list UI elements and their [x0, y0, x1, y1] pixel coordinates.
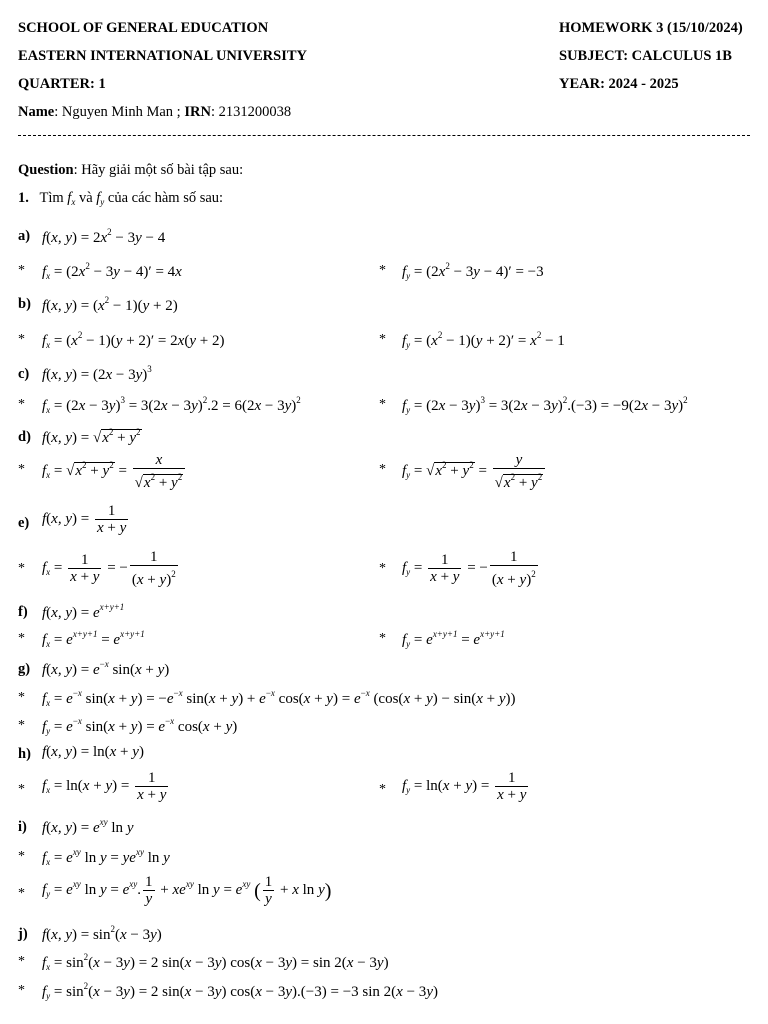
function: f(x, $y) = √x^2 + y^2$	[42, 427, 141, 446]
university-name: EASTERN INTERNATIONAL UNIVERSITY	[18, 48, 307, 64]
bullet: *	[379, 263, 386, 278]
partial-y: $f_y = √x^2 + y^2$ = $\frac{y}{√x^2 + y^2}$	[402, 452, 547, 491]
bullet: *	[18, 954, 25, 969]
bullet: *	[18, 263, 25, 278]
partial-x: $f_x = e^{-x}$ $\sin(x + y) = -e^{-x}$ $\sin(x + y) + e^{-x}$ $\cos(x + y) = e^{-x}$ (cos(x + y) − sin(x + y))	[42, 688, 516, 708]
function: f(x, $y) = e^{-x}$ sin(x + y)	[42, 659, 170, 678]
partial-y: $f_y = (2x^2 - 3y - 4)' = -3$	[402, 261, 544, 281]
name-value: : Nguyen Minh Man ;	[54, 104, 185, 120]
function: f(x, $y) = (x^2 - 1)(y + 2)$	[42, 295, 178, 314]
part-label: c)	[18, 366, 30, 382]
function: f(x, $y) = e^{xy}$ ln y	[42, 817, 134, 836]
bullet: *	[18, 983, 25, 998]
function: f(x, $y) = \sin^2(x - 3y)$	[42, 924, 162, 943]
bullet: *	[379, 561, 386, 576]
part-label: g)	[18, 661, 31, 677]
irn-value: : 2131200038	[210, 104, 292, 120]
partial-y: $f_y = (2x - 3y)^3 = 3(2x - 3y)^2.(-3) = -9(2x - 3y)^2$	[402, 395, 688, 415]
bullet: *	[18, 462, 25, 477]
partial-y: $f_y$ = $\frac{1}{x + y}$ = − $\frac{1}{(x + y)^2}$	[402, 549, 536, 588]
bullet: *	[18, 332, 25, 347]
bullet: *	[18, 886, 25, 901]
function: f(x, $y) = e^{x+y+1}$	[42, 602, 125, 621]
function: f(x, y) = ln(x + y)	[42, 744, 144, 760]
partial-y: $f_y = e^{xy}$ $\ln y = e^{xy}$. $\frac{1}{y}$ + $xe^{xy}$ $\ln y = e^{xy}$ ( $\frac{1}{y}$ + x ln y)	[42, 874, 332, 907]
subject: SUBJECT: CALCULUS 1B	[559, 48, 732, 64]
dashed-divider	[18, 135, 750, 136]
partial-x: $f_x$ = $\frac{1}{x + y}$ = − $\frac{1}{(x + y)^2}$	[42, 549, 176, 588]
partial-x: $f_x = e^{x+y+1} = e^{x+y+1}$	[42, 629, 145, 649]
part-label: f)	[18, 604, 28, 620]
bullet: *	[379, 397, 386, 412]
bullet: *	[18, 631, 25, 646]
partial-x: $f_x = √x^2 + y^2$ = $\frac{x}{√x^2 + y^2}$	[42, 452, 187, 491]
part-label: h)	[18, 746, 31, 762]
part-label: e)	[18, 515, 30, 531]
bullet: *	[18, 849, 25, 864]
partial-x: $f_x = \ln(x + y)$ = $\frac{1}{x + y}$	[42, 770, 167, 803]
partial-x: $f_x = (x^2 - 1)(y + 2)' = 2x(y + 2)$	[42, 330, 225, 350]
bullet: *	[18, 561, 25, 576]
question-line	[18, 162, 243, 179]
exercise-number: 1.	[18, 190, 29, 206]
function: f(x, $y) = (2x - 3y)^3$	[42, 364, 152, 383]
partial-y: $f_y = \sin^2(x - 3y) = 2$ sin(x − 3y) cos(x − 3y).(−3) = −3 sin 2(x − 3y)	[42, 981, 438, 1001]
homework-title: HOMEWORK 3 (15/10/2024)	[559, 20, 743, 36]
question-label: Question	[18, 162, 74, 178]
partial-x: $f_x = (2x^2 - 3y - 4)' = 4x$	[42, 261, 182, 281]
bullet: *	[379, 332, 386, 347]
partial-x: $f_x = (2x - 3y)^3 = 3(2x - 3y)^2.2 = 6(2x - 3y)^2$	[42, 395, 301, 415]
question-text: : Hãy giải một số bài tập sau:	[73, 162, 244, 178]
partial-x: $f_x = e^{xy}$ $\ln y = ye^{xy}$ ln y	[42, 847, 170, 867]
bullet: *	[379, 782, 386, 797]
bullet: *	[18, 718, 25, 733]
bullet: *	[379, 631, 386, 646]
bullet: *	[18, 397, 25, 412]
student-info	[18, 104, 291, 121]
partial-y: $f_y = e^{x+y+1} = e^{x+y+1}$	[402, 629, 505, 649]
exercise-intro: 1. Tìm $f_x$ và $f_y$ của các hàm số sau:	[18, 190, 224, 207]
partial-y: $f_y = e^{-x}$ $\sin(x + y) = e^{-x}$ cos(x + y)	[42, 716, 238, 736]
quarter: QUARTER: 1	[18, 76, 106, 92]
school-name: SCHOOL OF GENERAL EDUCATION	[18, 20, 269, 36]
bullet: *	[379, 462, 386, 477]
part-label: b)	[18, 296, 31, 312]
name-label: Name	[18, 104, 55, 120]
part-label: a)	[18, 228, 31, 244]
function: f(x, $y) = 2x^2 - 3y - 4$	[42, 227, 166, 246]
year: YEAR: 2024 - 2025	[559, 76, 679, 92]
partial-y: $f_y = (x^2 - 1)(y + 2)' = x^2 - 1$	[402, 330, 565, 350]
bullet: *	[18, 782, 25, 797]
partial-x: $f_x = \sin^2(x - 3y) = 2$ sin(x − 3y) cos(x − 3y) = sin 2(x − 3y)	[42, 952, 389, 972]
part-label: d)	[18, 429, 31, 445]
irn-label: IRN	[184, 104, 211, 120]
bullet: *	[18, 690, 25, 705]
partial-y: $f_y = \ln(x + y)$ = $\frac{1}{x + y}$	[402, 770, 527, 803]
part-label: j)	[18, 926, 28, 942]
function: f(x, y) = $\frac{1}{x + y}$	[42, 503, 127, 536]
part-label: i)	[18, 819, 27, 835]
